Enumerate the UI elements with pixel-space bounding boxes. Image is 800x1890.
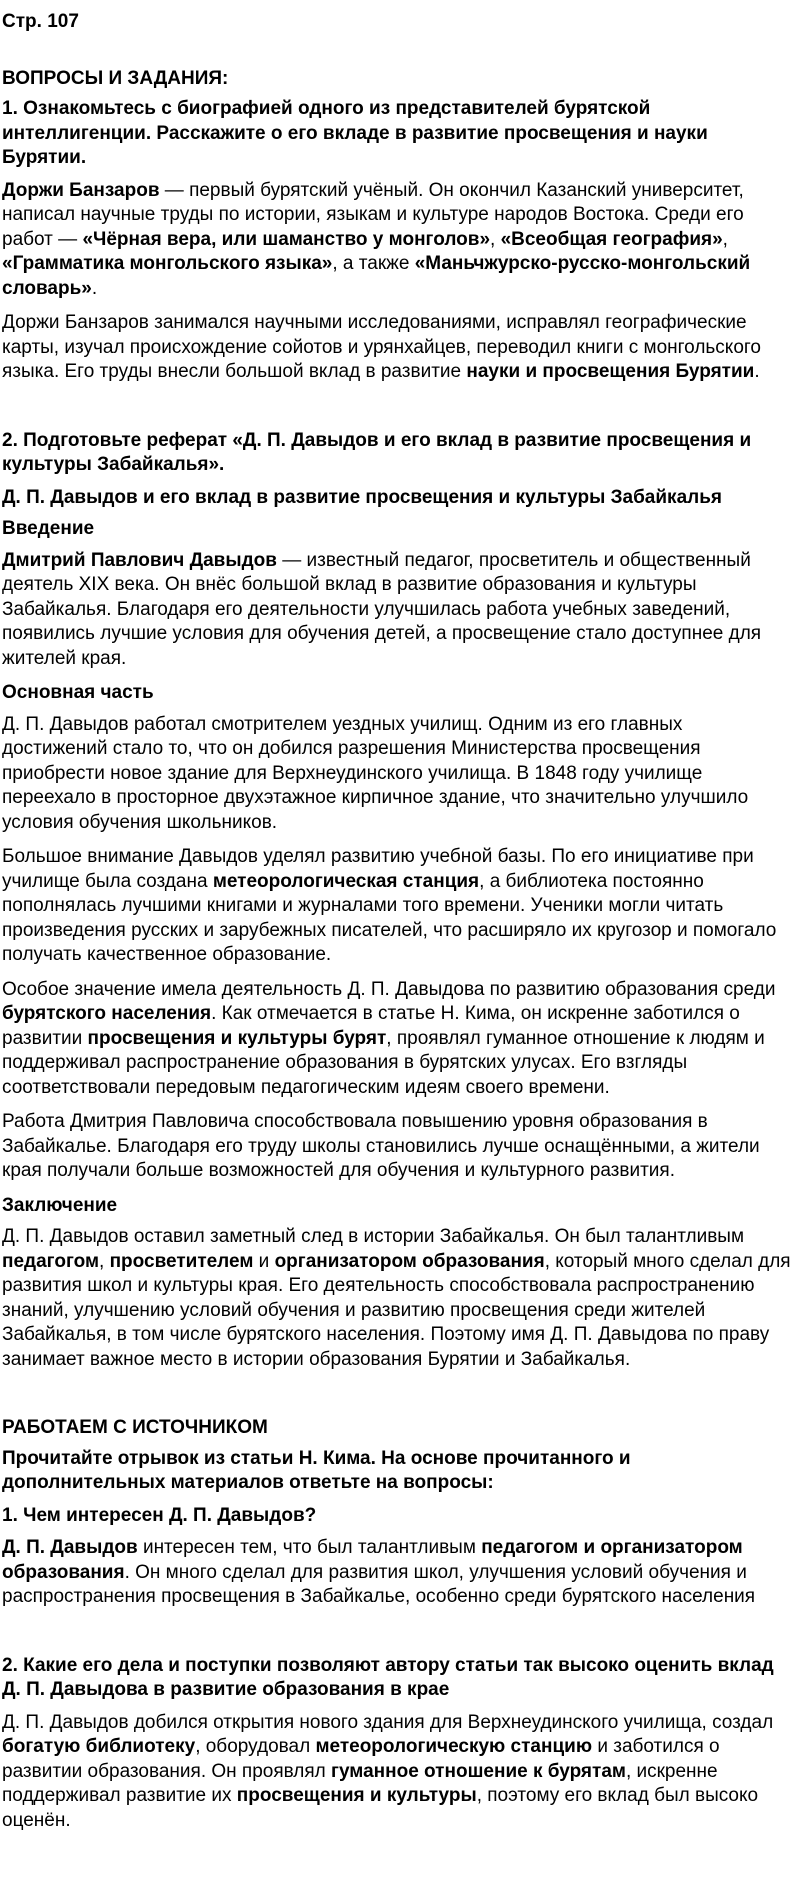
source-question-2-title: 2. Какие его дела и поступки позволяют автору статьи так высоко оценить вклад Д. П. Давыдова в развитие образования в крае (2, 1654, 774, 1700)
essay-conclusion-heading: Заключение (2, 1194, 118, 1216)
essay-main-paragraph-3: Особое значение имела деятельность Д. П. Давыдова по развитию образования среди бурятского населения. Как отмечается в статье Н. Кима, он искренне заботился о развитии просвещения и культуры бурят, проявлял гуманное отношение к людям и поддерживал распространение образования в бурятских улусах. Его взгляды соответствовали передовым педагогическим идеям своего времени. (2, 978, 776, 1098)
question-2-title: 2. Подготовьте реферат «Д. П. Давыдов и его вклад в развитие просвещения и культуры Забайкалья». (2, 429, 752, 475)
essay-conclusion-paragraph: Д. П. Давыдов оставил заметный след в истории Забайкалья. Он был талантливым педагогом, просветителем и организатором образования, который много сделал для развития школ и культуры края. Его деятельность способствовала распространению знаний, улучшению условий обучения и развитию просвещения среди жителей Забайкалья, в том числе бурятского населения. Поэтому имя Д. П. Давыдова по праву занимает важное место в истории образования Бурятии и Забайкалья. (2, 1226, 791, 1370)
question-1-paragraph-1: Доржи Банзаров — первый бурятский учёный. Он окончил Казанский университет, написал научные труды по истории, языкам и культуре народов Востока. Среди его работ — «Чёрная вера, или шаманство у монголов», «Всеобщая география», «Грамматика монгольского языка», а также «Маньчжурско-русско-монгольский словарь». (2, 179, 751, 299)
source-heading: РАБОТАЕМ С ИСТОЧНИКОМ (2, 1417, 268, 1438)
question-1-title: 1. Ознакомьтесь с биографией одного из представителей бурятской интеллигенции. Расскажите о его вкладе в развитие просвещения и науки Бурятии. (2, 98, 708, 168)
source-question-1-title: 1. Чем интересен Д. П. Давыдов? (2, 1504, 317, 1526)
question-1-paragraph-2: Доржи Банзаров занимался научными исследованиями, исправлял географические карты, изучал происхождение сойотов и урянхайцев, переводил книги с монгольского языка. Его труды внесли большой вклад в развитие науки и просвещения Бурятии. (2, 312, 761, 382)
spacer (2, 1382, 792, 1416)
source-task: Прочитайте отрывок из статьи Н. Кима. На основе прочитанного и дополнительных материалов ответьте на вопросы: (2, 1447, 631, 1493)
page-number: Стр. 107 (2, 11, 79, 32)
source-question-2-answer: Д. П. Давыдов добился открытия нового здания для Верхнеудинского училища, создал богатую библиотеку, оборудовал метеорологическую станцию и заботился о развитии образования. Он проявлял гуманное отношение к бурятам, искренне поддерживал развитие их просвещения и культуры, поэтому его вклад был высоко оценён. (2, 1711, 774, 1831)
essay-intro-heading: Введение (2, 518, 95, 539)
source-question-1-answer: Д. П. Давыдов интересен тем, что был талантливым педагогом и организатором образования. Он много сделал для развития школ, улучшения условий обучения и распространения просвещения в Забайкалье, особенно среди бурятского населения (2, 1537, 756, 1607)
essay-main-paragraph-1: Д. П. Давыдов работал смотрителем уездных училищ. Одним из его главных достижений стало то, что он добился разрешения Министерства просвещения приобрести новое здание для Верхнеудинского училища. В 1848 году училище переехало в просторное двухэтажное кирпичное здание, что значительно улучшило условия обучения школьников. (2, 713, 749, 833)
essay-main-paragraph-4: Работа Дмитрия Павловича способствовала повышению уровня образования в Забайкалье. Благодаря его труду школы становились лучше оснащёнными, а жители края получали больше возможностей для обучения и культурного развития. (2, 1111, 760, 1181)
spacer (2, 1620, 792, 1654)
spacer (2, 395, 792, 429)
essay-title: Д. П. Давыдов и его вклад в развитие просвещения и культуры Забайкалья (2, 486, 722, 508)
essay-main-heading: Основная часть (2, 682, 154, 703)
essay-main-paragraph-2: Большое внимание Давыдов уделял развитию учебной базы. По его инициативе при училище была создана метеорологическая станция, а библиотека постоянно пополнялась лучшими книгами и журналами того времени. Ученики могли читать произведения русских и зарубежных писателей, что расширяло их кругозор и помогало получать качественное образование. (2, 846, 777, 965)
essay-intro-paragraph: Дмитрий Павлович Давыдов — известный педагог, просветитель и общественный деятель XIX века. Он внёс большой вклад в развитие образования и культуры Забайкалья. Благодаря его деятельности улучшилась работа учебных заведений, появились лучшие условия для обучения детей, а просвещение стало доступнее для жителей края. (2, 549, 762, 669)
questions-heading: ВОПРОСЫ И ЗАДАНИЯ: (2, 67, 229, 89)
